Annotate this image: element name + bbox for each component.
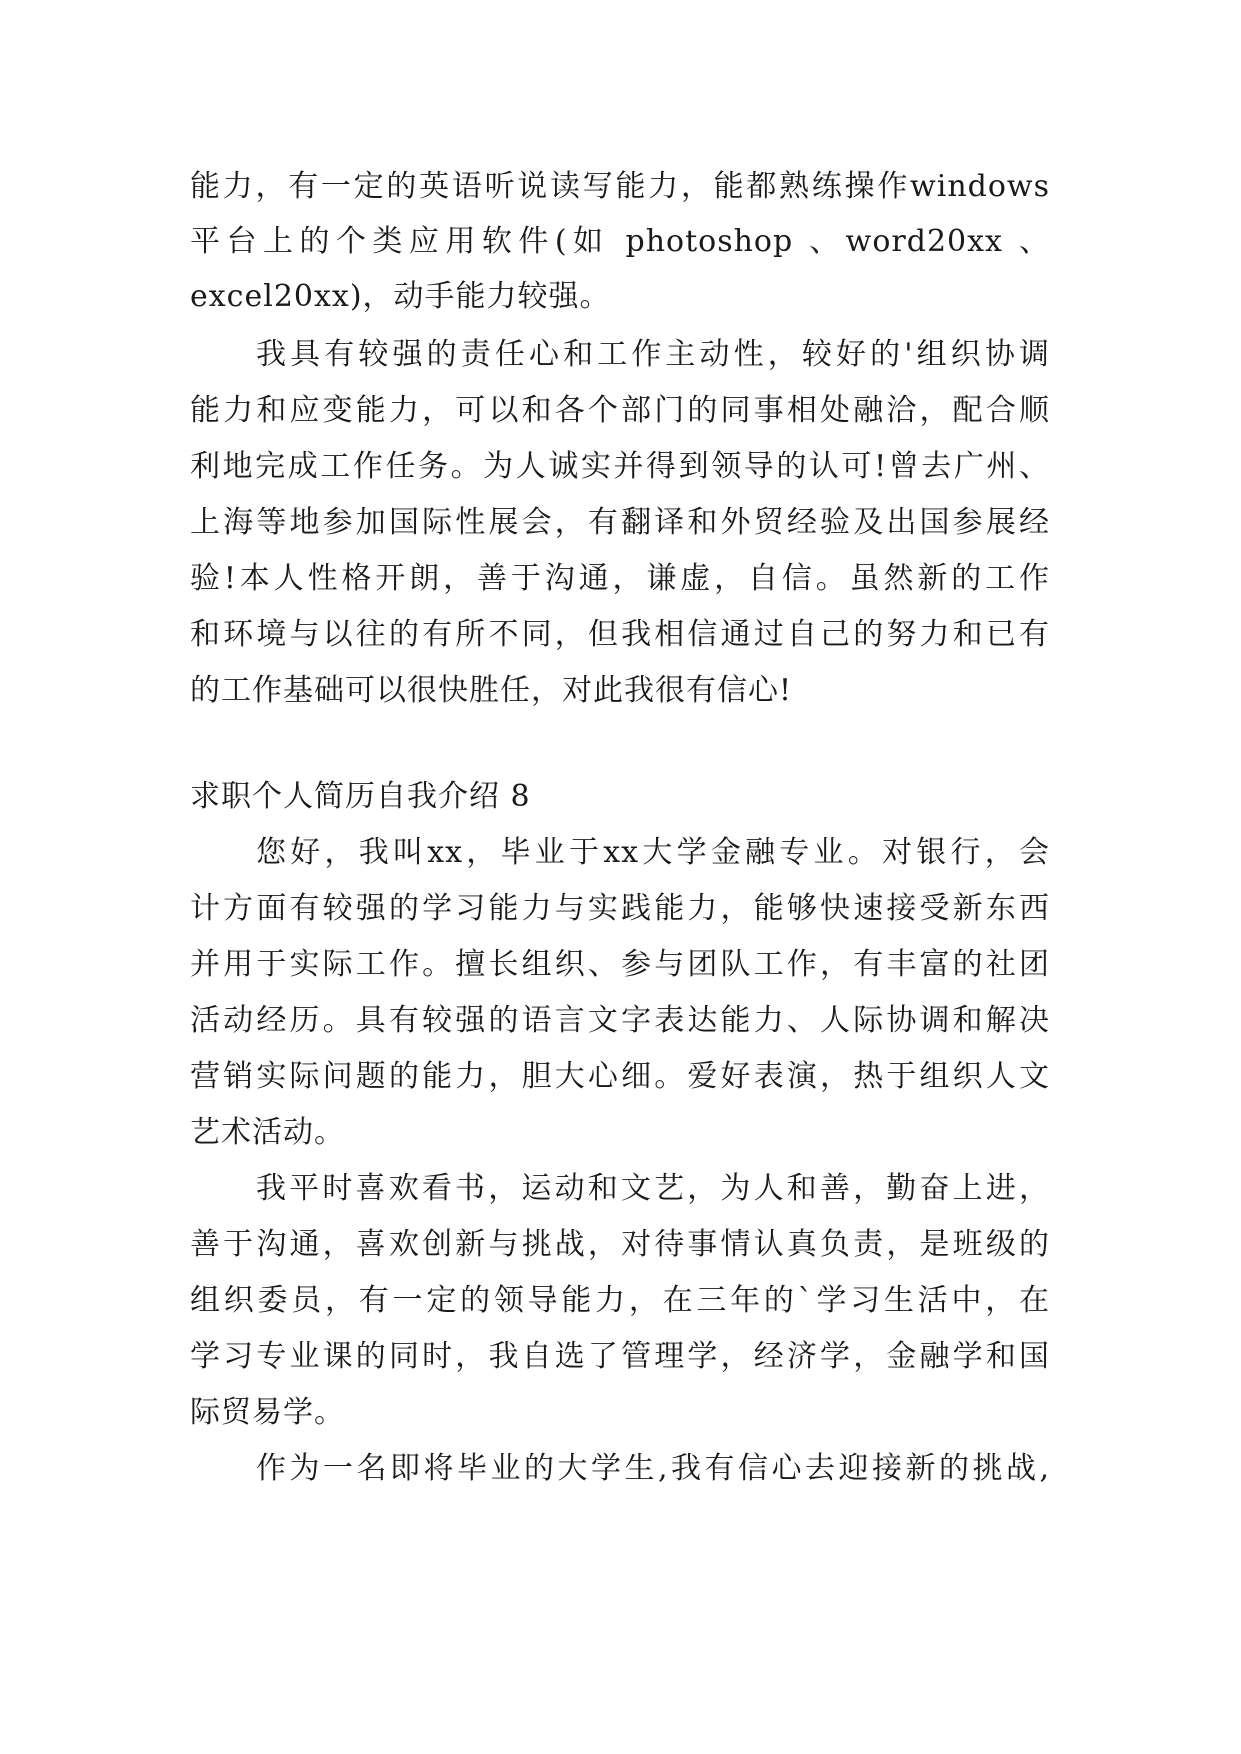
text-line: 上海等地参加国际性展会，有翻译和外贸经验及出国参展经: [190, 505, 1050, 540]
text-line: 和环境与以往的有所不同，但我相信通过自己的努力和已有: [190, 617, 1050, 652]
text-line: 您好，我叫xx，毕业于xx大学金融专业。对银行，会: [256, 835, 1050, 870]
section-heading: 求职个人简历自我介绍 8: [190, 779, 531, 814]
text-line: 活动经历。具有较强的语言文字表达能力、人际协调和解决: [190, 1003, 1050, 1038]
text-line: 我平时喜欢看书，运动和文艺，为人和善，勤奋上进，: [256, 1171, 1050, 1206]
text-line: 学习专业课的同时，我自选了管理学，经济学，金融学和国: [190, 1339, 1050, 1374]
text-line: 营销实际问题的能力，胆大心细。爱好表演，热于组织人文: [190, 1059, 1050, 1094]
text-line: 能力，有一定的英语听说读写能力，能都熟练操作windows: [190, 169, 1050, 204]
text-line: 艺术活动。: [190, 1115, 345, 1150]
text-line: 并用于实际工作。擅长组织、参与团队工作，有丰富的社团: [190, 947, 1050, 982]
text-line: 的工作基础可以很快胜任，对此我很有信心!: [190, 673, 793, 708]
text-line: 作为一名即将毕业的大学生,我有信心去迎接新的挑战,: [256, 1451, 1050, 1486]
text-line: 能力和应变能力，可以和各个部门的同事相处融洽，配合顺: [190, 393, 1050, 428]
text-line: 平台上的个类应用软件(如 photoshop 、word20xx 、: [190, 224, 1050, 259]
text-line: 组织委员，有一定的领导能力，在三年的`学习生活中，在: [190, 1283, 1050, 1318]
text-line: 善于沟通，喜欢创新与挑战，对待事情认真负责，是班级的: [190, 1227, 1050, 1262]
text-line: 际贸易学。: [190, 1395, 345, 1430]
text-line: 我具有较强的责任心和工作主动性，较好的'组织协调: [256, 337, 1050, 372]
text-line: excel20xx)，动手能力较强。: [190, 279, 611, 314]
text-line: 计方面有较强的学习能力与实践能力，能够快速接受新东西: [190, 891, 1050, 926]
text-line: 利地完成工作任务。为人诚实并得到领导的认可!曾去广州、: [190, 449, 1050, 484]
text-line: 验!本人性格开朗，善于沟通，谦虚，自信。虽然新的工作: [190, 561, 1050, 596]
